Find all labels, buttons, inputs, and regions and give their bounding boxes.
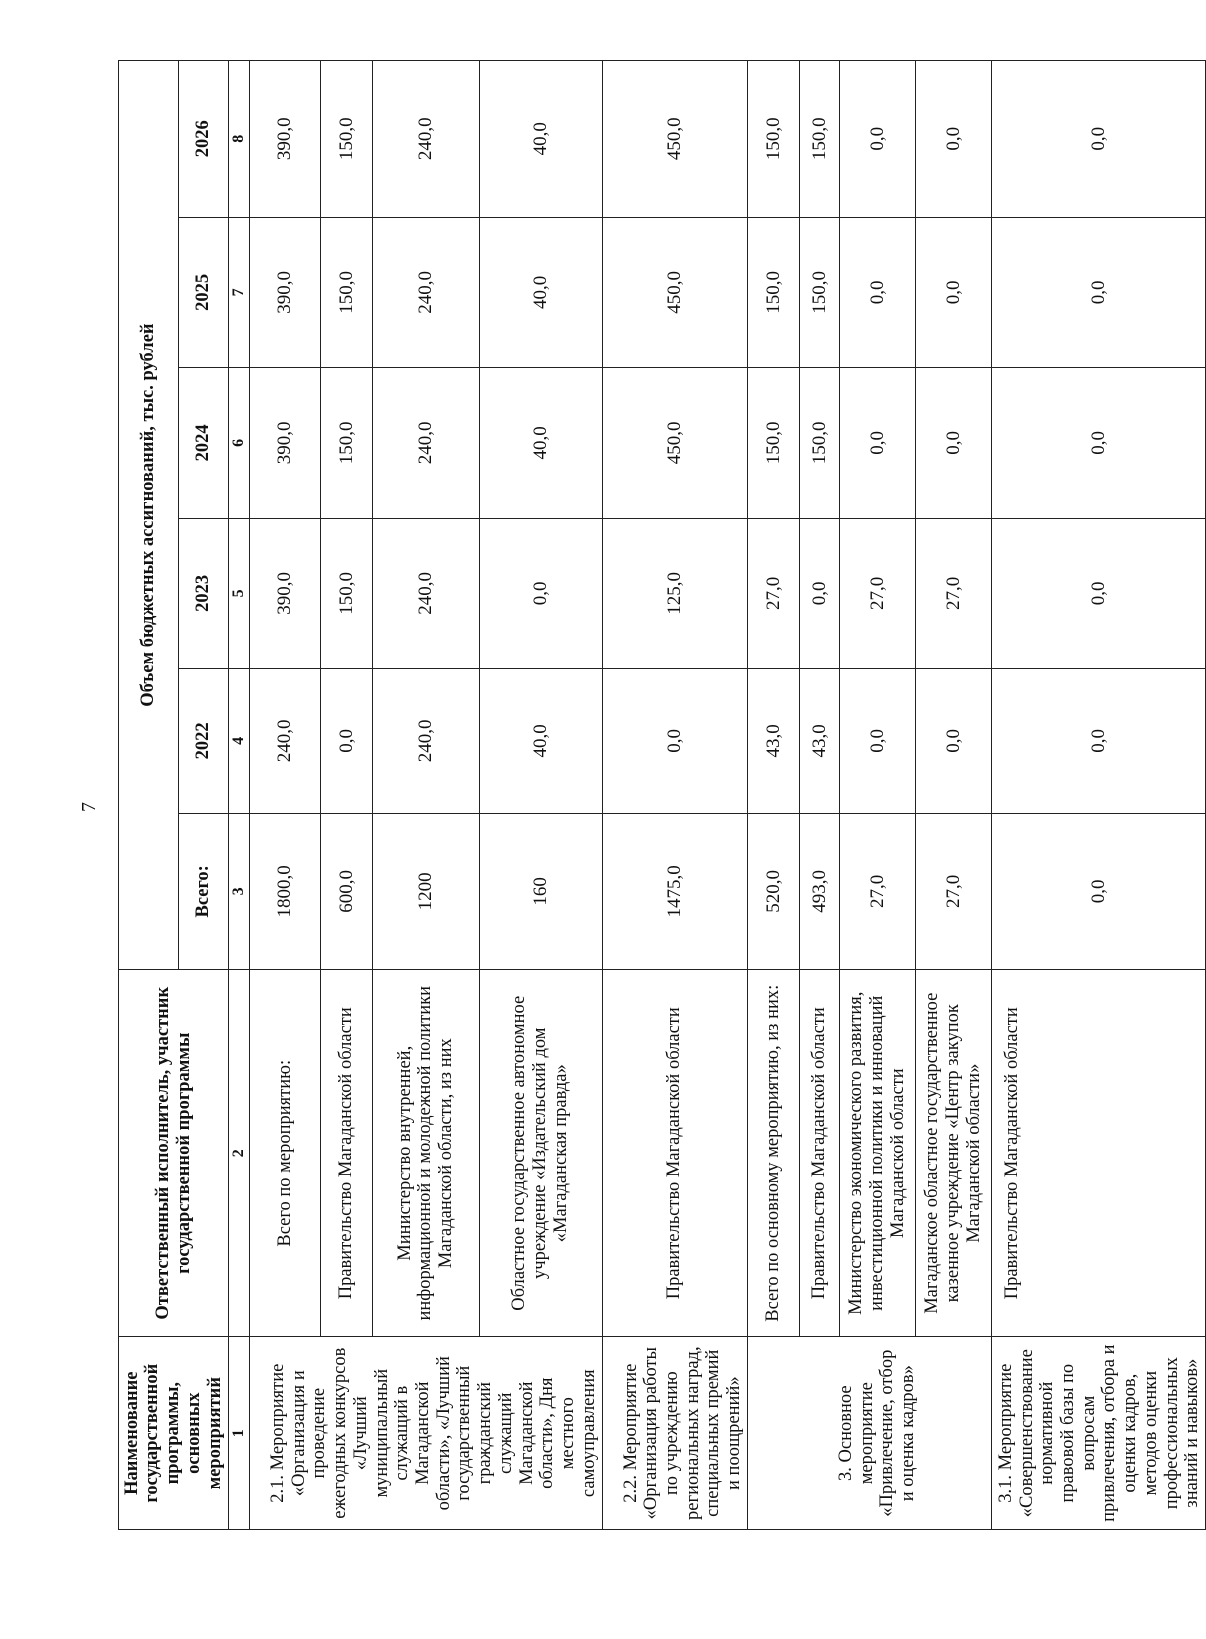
executor-cell: Магаданское областное государственное казенное учреждение «Центр закупок Магаданской области» xyxy=(915,970,991,1337)
header-program-name: Наименование государственной программы, основных мероприятий xyxy=(119,1337,229,1530)
value-cell: 150,0 xyxy=(747,61,799,218)
table-row xyxy=(799,61,839,1530)
table-row xyxy=(321,61,373,1530)
value-cell: 240,0 xyxy=(372,217,479,368)
value-cell: 27,0 xyxy=(747,518,799,669)
value-cell: 240,0 xyxy=(372,368,479,519)
value-cell: 0,0 xyxy=(915,368,991,519)
value-cell: 240,0 xyxy=(372,518,479,669)
value-cell: 0,0 xyxy=(839,217,915,368)
value-cell: 240,0 xyxy=(250,669,321,813)
value-cell: 0,0 xyxy=(991,61,1205,218)
executor-cell: Министерство экономического развития, инвестиционной политики и инноваций Магаданской области xyxy=(839,970,915,1337)
table-row xyxy=(250,61,321,1530)
header-total: Всего: xyxy=(179,813,229,970)
header-executor: Ответственный исполнитель, участник государственной программы xyxy=(119,970,229,1337)
value-cell: 0,0 xyxy=(799,518,839,669)
program-name-2-2: 2.2. Мероприятие «Организация работы по учреждению региональных наград, специальных премий и поощрений» xyxy=(602,1337,747,1530)
value-cell: 450,0 xyxy=(602,61,747,218)
executor-cell: Правительство Магаданской области xyxy=(991,970,1205,1337)
executor-cell: Всего по основному мероприятию, из них: xyxy=(747,970,799,1337)
value-cell: 0,0 xyxy=(839,669,915,813)
column-index: 6 xyxy=(229,368,250,519)
table-row xyxy=(372,61,479,1530)
value-cell: 160 xyxy=(479,813,602,970)
value-cell: 0,0 xyxy=(479,518,602,669)
value-cell: 40,0 xyxy=(479,368,602,519)
value-cell: 0,0 xyxy=(839,61,915,218)
program-name-2-1: 2.1. Мероприятие «Организация и проведение ежегодных конкурсов «Лучший муниципальный служащий в Магаданской области», «Лучший государственный гражданский служащий Магаданской области», Дня местного самоуправления xyxy=(250,1337,603,1530)
value-cell: 390,0 xyxy=(250,518,321,669)
value-cell: 0,0 xyxy=(915,61,991,218)
table-row xyxy=(839,61,915,1530)
header-year-2022: 2022 xyxy=(179,669,229,813)
value-cell: 1800,0 xyxy=(250,813,321,970)
value-cell: 40,0 xyxy=(479,217,602,368)
value-cell: 0,0 xyxy=(991,669,1205,813)
program-name-3-1: 3.1. Мероприятие «Совершенствование нормативной правовой базы по вопросам привлечения, отбора и оценки кадров, методов оценки профессиональных знаний и навыков» xyxy=(991,1337,1205,1530)
value-cell: 450,0 xyxy=(602,217,747,368)
value-cell: 0,0 xyxy=(602,669,747,813)
budget-table-rotated xyxy=(118,60,1203,1530)
value-cell: 390,0 xyxy=(250,217,321,368)
value-cell: 0,0 xyxy=(991,813,1205,970)
header-year-2025: 2025 xyxy=(179,217,229,368)
value-cell: 0,0 xyxy=(915,669,991,813)
executor-cell: Правительство Магаданской области xyxy=(602,970,747,1337)
executor-cell: Всего по мероприятию: xyxy=(250,970,321,1337)
column-index: 7 xyxy=(229,217,250,368)
program-name-3: 3. Основное мероприятие «Привлечение, отбор и оценка кадров» xyxy=(747,1337,991,1530)
value-cell: 450,0 xyxy=(602,368,747,519)
value-cell: 40,0 xyxy=(479,61,602,218)
column-index: 2 xyxy=(229,970,250,1337)
value-cell: 0,0 xyxy=(915,217,991,368)
value-cell: 43,0 xyxy=(747,669,799,813)
executor-cell: Правительство Магаданской области xyxy=(321,970,373,1337)
table-row xyxy=(747,61,799,1530)
value-cell: 493,0 xyxy=(799,813,839,970)
column-index: 4 xyxy=(229,669,250,813)
value-cell: 1200 xyxy=(372,813,479,970)
column-index-row xyxy=(229,61,250,1530)
header-budget-volume: Объем бюджетных ассигнований, тыс. рублей xyxy=(119,61,179,970)
value-cell: 150,0 xyxy=(799,61,839,218)
value-cell: 150,0 xyxy=(747,368,799,519)
value-cell: 600,0 xyxy=(321,813,373,970)
column-index: 3 xyxy=(229,813,250,970)
value-cell: 520,0 xyxy=(747,813,799,970)
value-cell: 1475,0 xyxy=(602,813,747,970)
table-row xyxy=(915,61,991,1530)
value-cell: 390,0 xyxy=(250,368,321,519)
executor-cell: Областное государственное автономное учреждение «Издательский дом «Магаданская правда» xyxy=(479,970,602,1337)
value-cell: 150,0 xyxy=(321,217,373,368)
value-cell: 40,0 xyxy=(479,669,602,813)
value-cell: 27,0 xyxy=(839,518,915,669)
header-year-2026: 2026 xyxy=(179,61,229,218)
value-cell: 0,0 xyxy=(991,217,1205,368)
table-row xyxy=(991,61,1205,1530)
header-year-2024: 2024 xyxy=(179,368,229,519)
executor-cell: Министерство внутренней, информационной и молодежной политики Магаданской области, из них xyxy=(372,970,479,1337)
value-cell: 150,0 xyxy=(799,217,839,368)
table-row xyxy=(479,61,602,1530)
column-index: 5 xyxy=(229,518,250,669)
value-cell: 240,0 xyxy=(372,669,479,813)
value-cell: 150,0 xyxy=(321,518,373,669)
column-index: 8 xyxy=(229,61,250,218)
table-row xyxy=(602,61,747,1530)
value-cell: 0,0 xyxy=(839,368,915,519)
value-cell: 125,0 xyxy=(602,518,747,669)
value-cell: 150,0 xyxy=(321,61,373,218)
value-cell: 27,0 xyxy=(839,813,915,970)
value-cell: 150,0 xyxy=(747,217,799,368)
executor-cell: Правительство Магаданской области xyxy=(799,970,839,1337)
header-year-2023: 2023 xyxy=(179,518,229,669)
value-cell: 240,0 xyxy=(372,61,479,218)
value-cell: 0,0 xyxy=(991,368,1205,519)
value-cell: 27,0 xyxy=(915,813,991,970)
budget-table xyxy=(118,60,1206,1530)
value-cell: 0,0 xyxy=(321,669,373,813)
value-cell: 150,0 xyxy=(799,368,839,519)
value-cell: 0,0 xyxy=(991,518,1205,669)
page-number: 7 xyxy=(78,802,100,812)
value-cell: 150,0 xyxy=(321,368,373,519)
column-index: 1 xyxy=(229,1337,250,1530)
value-cell: 27,0 xyxy=(915,518,991,669)
value-cell: 390,0 xyxy=(250,61,321,218)
value-cell: 43,0 xyxy=(799,669,839,813)
